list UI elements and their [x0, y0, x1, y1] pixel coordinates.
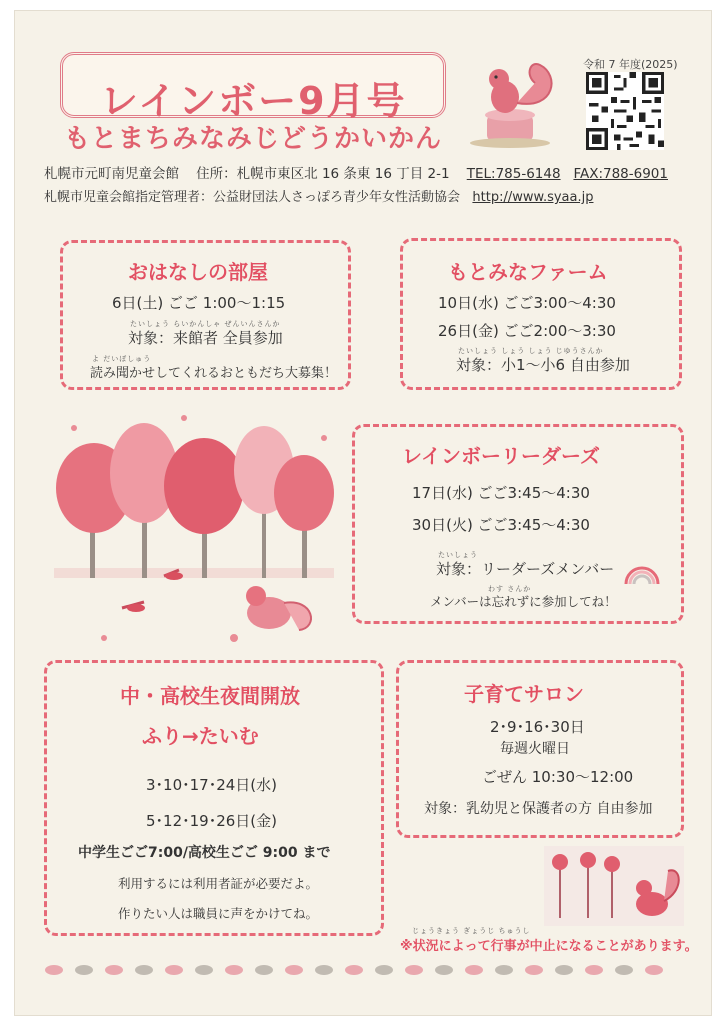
salon-weekday: 毎週火曜日 [500, 741, 570, 757]
flowers-squirrel-icon [544, 846, 684, 926]
leaders-note: メンバーは忘れずに参加してね！ [430, 594, 617, 609]
newsletter-title: レインボー9月号 [100, 79, 407, 123]
salon-time: ごぜん 10:30～12:00 [482, 768, 634, 786]
leaders-target: 対象：リーダーズメンバー [436, 560, 615, 578]
salon-title: 子育てサロン [464, 682, 584, 706]
storytime-target-ruby: たいしょう らいかんしゃ ぜんいんさんか [130, 320, 281, 328]
fax-number: FAX:788-6901 [573, 166, 668, 182]
website-link[interactable]: http://www.syaa.jp [472, 190, 594, 205]
salon-target: 対象：乳幼児と保護者の方 自由参加 [424, 801, 653, 817]
facility-hiragana-name: もとまちみなみじどうかいかん [64, 124, 443, 154]
squirrel-mascot-icon [465, 55, 575, 155]
facility-address: 住所：札幌市東区北 16 条東 16 丁目 2-1 [196, 166, 450, 182]
leaders-title: レインボーリーダーズ [402, 444, 600, 468]
leaf-border-icon [44, 962, 684, 978]
manager-info-line [44, 186, 593, 205]
storytime-desc: 読み聞かせしてくれるおともだち大募集！ [90, 366, 338, 381]
rainbow-icon [622, 564, 662, 586]
youth-note-2: 作りたい人は職員に声をかけてね。 [118, 906, 319, 921]
farm-title: もとみなファーム [448, 260, 608, 284]
youth-night-subtitle: ふり→たいむ [142, 724, 259, 748]
farm-time-1: 10日(水) ごご3:00～4:30 [438, 294, 616, 312]
phone-number[interactable]: TEL:785-6148 [466, 166, 561, 182]
farm-time-2: 26日(金) ごご2:00～3:30 [438, 322, 616, 340]
facility-name: 札幌市元町南児童会館 [44, 166, 179, 182]
youth-note-1: 利用するには利用者証が必要だよ。 [118, 876, 319, 891]
storytime-title: おはなしの部屋 [128, 260, 268, 284]
facility-info-line [44, 162, 668, 182]
leaders-time-2: 30日(火) ごご3:45～4:30 [412, 516, 590, 534]
farm-target-ruby: たいしょう しょう しょう じゆうさんか [458, 347, 604, 355]
salon-dates: 2･9･16･30日 [490, 718, 585, 736]
youth-night-title: 中・高校生夜間開放 [120, 684, 300, 708]
youth-dates-fri: 5･12･19･26日(金) [146, 812, 278, 830]
youth-hours: 中学生ごご7:00/高校生ごご 9:00 まで [78, 845, 331, 861]
designated-manager: 札幌市児童会館指定管理者：公益財団法人さっぽろ青少年女性活動協会 [44, 190, 461, 205]
farm-target: 対象：小1～小6 自由参加 [456, 356, 630, 374]
fiscal-year: 令和 7 年度(2025) [583, 58, 678, 71]
storytime-time: 6日(土) ごご 1:00～1:15 [112, 294, 286, 312]
leaders-target-ruby: たいしょう [438, 551, 478, 559]
storytime-target: 対象：来館者 全員参加 [128, 329, 283, 347]
autumn-trees-icon [44, 398, 344, 658]
footer-note-ruby: じょうきょう ぎょうじ ちゅうし [412, 927, 531, 935]
storytime-desc-ruby: よ だいぼしゅう [92, 355, 152, 363]
leaders-note-ruby: わす さんか [488, 585, 532, 593]
youth-dates-wed: 3･10･17･24日(水) [146, 776, 278, 794]
qr-code-icon[interactable] [585, 72, 665, 150]
leaders-time-1: 17日(水) ごご3:45～4:30 [412, 484, 590, 502]
cancellation-notice: ※状況によって行事が中止になることがあります。 [400, 939, 698, 954]
